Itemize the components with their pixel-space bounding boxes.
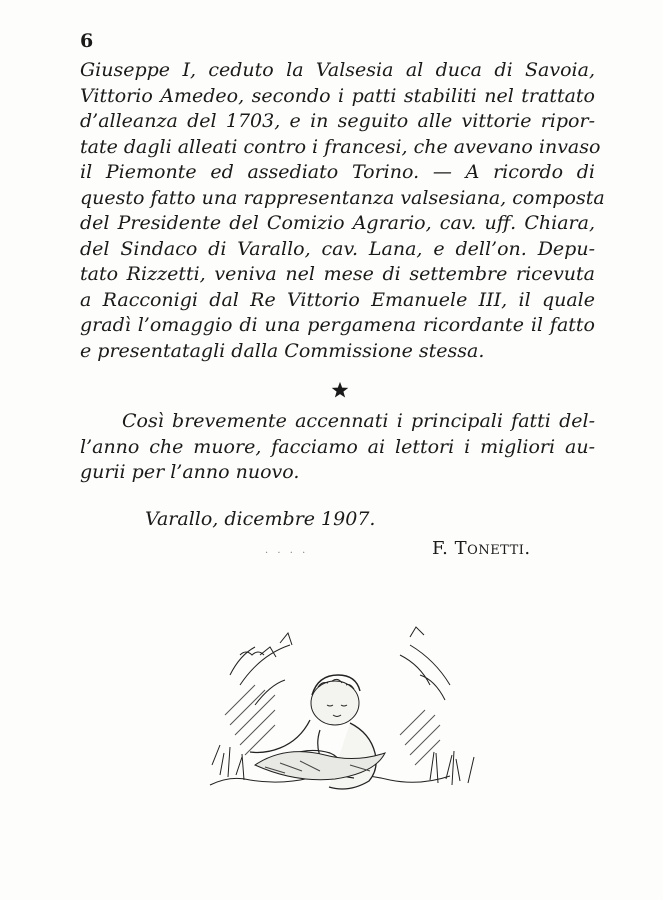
text-line: gradì l’omaggio di una pergamena ricordante il fatto xyxy=(80,314,595,336)
signature-initial: F. xyxy=(432,538,449,559)
text-line: Così brevemente accennati i principali fatti del- xyxy=(122,410,595,432)
text-line: Vittorio Amedeo, secondo i patti stabiliti nel trattato xyxy=(80,84,595,107)
cherub-illustration xyxy=(200,615,480,805)
text-line: tate dagli alleati contro i francesi, che avevano invaso xyxy=(80,135,601,158)
text-line: a Racconigi dal Re Vittorio Emanuele III, il quale xyxy=(80,288,595,311)
signature xyxy=(432,538,531,559)
star-icon xyxy=(331,381,349,399)
page-number: 6 xyxy=(80,30,94,52)
closing-paragraph xyxy=(80,409,595,486)
decorative-dots: · · · · xyxy=(265,548,309,559)
text-line: d’alleanza del 1703, e in seguito alle vittorie ripor- xyxy=(80,110,595,132)
place-date: Varallo, dicembre 1907. xyxy=(145,508,376,530)
text-line: il Piemonte ed assediato Torino. — A ricordo di xyxy=(80,161,595,183)
main-paragraph xyxy=(80,58,605,364)
text-line: l’anno che muore, facciamo ai lettori i migliori au- xyxy=(80,435,595,458)
text-line: del Sindaco di Varallo, cav. Lana, e dell’on. Depu- xyxy=(80,237,595,260)
text-line: del Presidente del Comizio Agrario, cav. uff. Chiara, xyxy=(80,212,595,234)
text-line: questo fatto una rappresentanza valsesiana, composta xyxy=(80,186,605,209)
text-line: gurii per l’anno nuovo. xyxy=(80,461,300,483)
text-line: Giuseppe I, ceduto la Valsesia al duca di Savoia, xyxy=(80,59,595,81)
text-line: e presentatagli dalla Commissione stessa. xyxy=(80,339,485,362)
text-line: tato Rizzetti, veniva nel mese di settembre ricevuta xyxy=(80,263,595,285)
signature-name: Tonetti. xyxy=(454,538,531,559)
